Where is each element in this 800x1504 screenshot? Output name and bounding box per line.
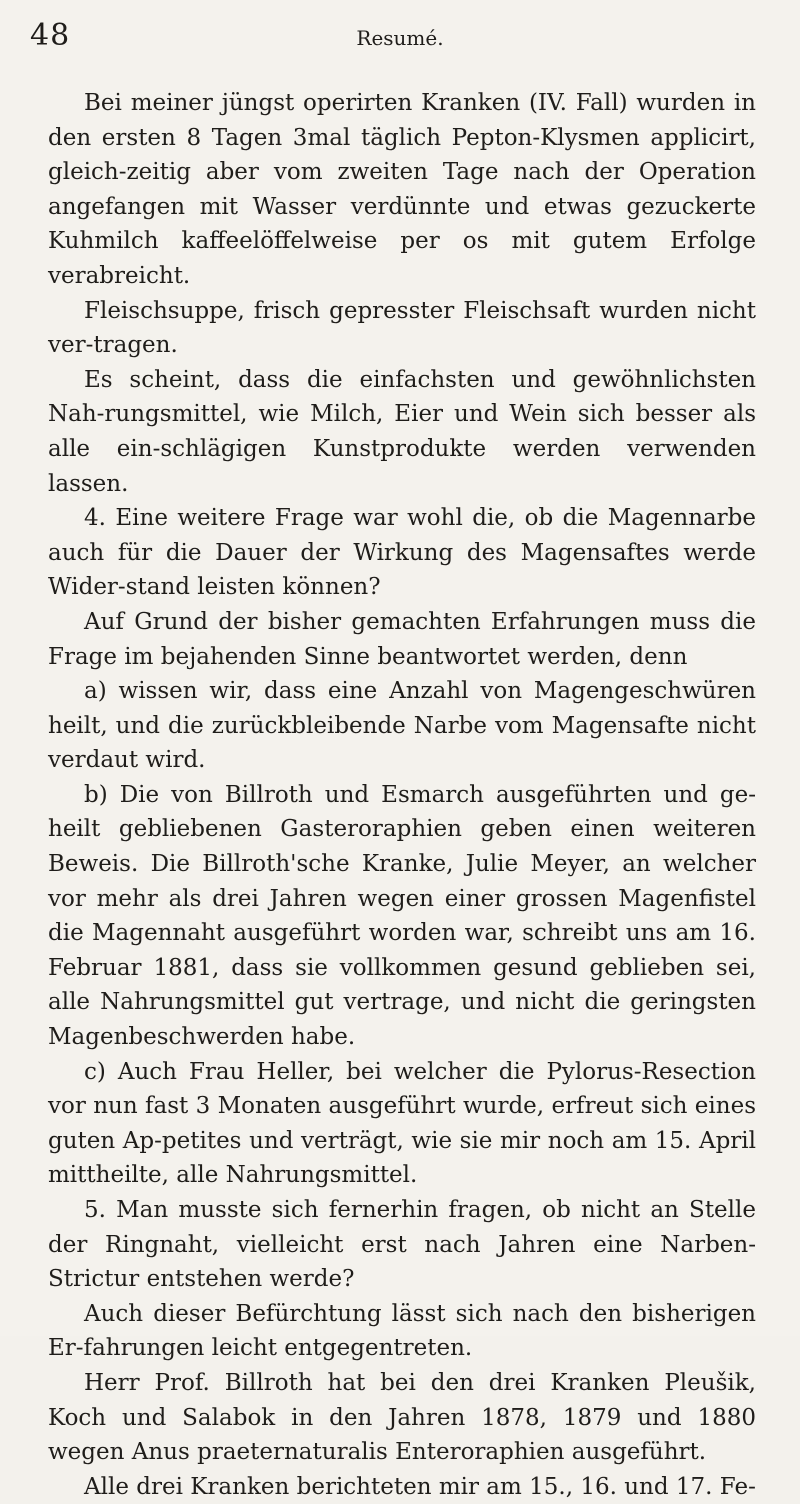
paragraph-point-b: b) Die von Billroth und Esmarch ausgeführten und ge-heilt gebliebenen Gasteroraphien geben einen weiteren Beweis. Die Billroth'sche Kranke, Julie Meyer, an welcher vor mehr als drei Jahren wegen einer grossen Magenfistel die Magennaht ausgeführt worden war, schreibt uns am 16. Februar 1881, dass sie vollkommen gesund geblieben sei, alle Nahrungsmittel gut vertrage, und nicht die geringsten Magenbeschwerden habe. <box>48 781 756 1051</box>
paragraph-point-c: c) Auch Frau Heller, bei welcher die Pylorus-Resection vor nun fast 3 Monaten ausgeführt wurde, erfreut sich eines guten Ap-petites und verträgt, wie sie mir noch am 15. April mittheilte, alle Nahrungsmittel. <box>48 1058 756 1189</box>
paragraph-point-a: a) wissen wir, dass eine Anzahl von Magengeschwüren heilt, und die zurückbleibende Narbe vom Magensafte nicht verdaut wird. <box>48 678 756 774</box>
paragraph-simple-nutrients: Es scheint, dass die einfachsten und gewöhnlichsten Nah-rungsmittel, wie Milch, Eier und Wein sich besser als alle ein-schlägigen Kunstprodukte werden verwenden lassen. <box>48 366 756 497</box>
paragraph-fear: Auch dieser Befürchtung lässt sich nach den bisherigen Er-fahrungen leicht entgegentreten. <box>48 1300 756 1362</box>
paragraph-question-5: 5. Man musste sich fernerhin fragen, ob nicht an Stelle der Ringnaht, vielleicht erst nach Jahren eine Narben-Strictur entstehen werde? <box>48 1197 756 1293</box>
paragraph-question-4: 4. Eine weitere Frage war wohl die, ob die Magennarbe auch für die Dauer der Wirkung des Magensaftes werde Wider-stand leisten können? <box>48 505 756 601</box>
page-number: 48 <box>30 18 71 53</box>
running-title: Resumé. <box>356 26 444 50</box>
page-header <box>30 18 770 58</box>
paragraph-report: Alle drei Kranken berichteten mir am 15., 16. und 17. Fe- <box>84 1473 756 1500</box>
paragraph-answer-intro: Auf Grund der bisher gemachten Erfahrungen muss die Frage im bejahenden Sinne beantwortet werden, denn <box>48 608 756 670</box>
page-body <box>48 86 756 1504</box>
paragraph-feeding: Bei meiner jüngst operirten Kranken (IV. Fall) wurden in den ersten 8 Tagen 3mal täglich Pepton-Klysmen applicirt, gleich-zeitig aber vom zweiten Tage nach der Operation angefangen mit Wasser verdünnte und etwas gezuckerte Kuhmilch kaffeelöffelweise per os mit gutem Erfolge verabreicht. <box>48 90 756 289</box>
paragraph-meat-broth: Fleischsuppe, frisch gepresster Fleischsaft wurden nicht ver-tragen. <box>48 297 756 359</box>
paragraph-enteroraphies: Herr Prof. Billroth hat bei den drei Kranken Pleušik, Koch und Salabok in den Jahren 1878, 1879 und 1880 wegen Anus praeternaturalis Enteroraphien ausgeführt. <box>48 1369 756 1466</box>
